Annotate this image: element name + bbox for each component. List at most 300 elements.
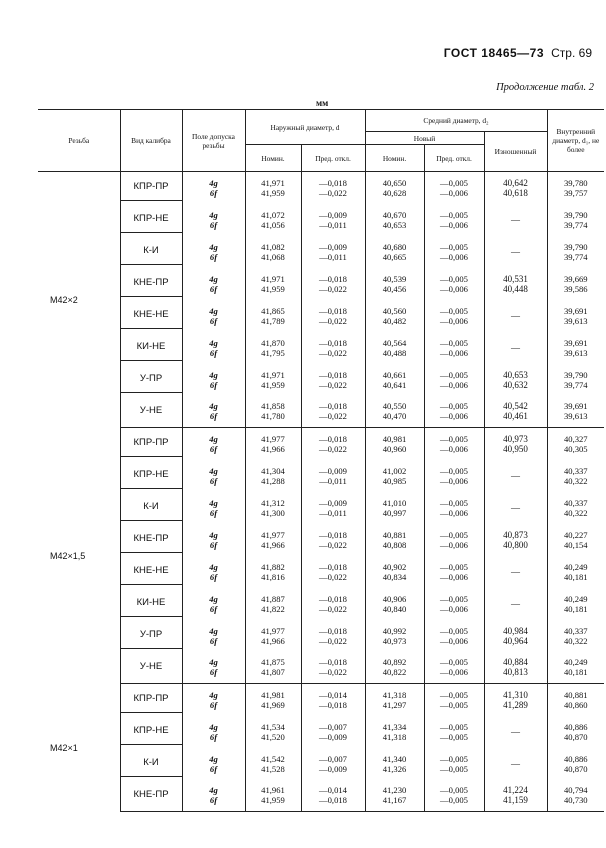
outer-deviation-line2: —0,022 (319, 187, 347, 198)
pitch-nominal-line2: 40,822 (382, 667, 407, 678)
pitch-nominal-line1: 41,340 (382, 753, 407, 764)
pitch-deviation-line1: —0,005 (440, 209, 468, 220)
pitch-nominal-line2: 40,973 (382, 635, 407, 646)
outer-nominal-line1: 41,858 (261, 401, 285, 412)
tolerance-line2: 6f (209, 763, 218, 774)
pitch-nominal-line1: 40,906 (382, 593, 407, 604)
pitch-deviation-line1: —0,005 (440, 721, 468, 732)
gauge-type: КНЕ-ПР (121, 526, 182, 553)
worn-line2: 41,289 (503, 699, 528, 710)
pitch-deviation-line2: —0,005 (440, 731, 468, 742)
outer-nominal-cell (245, 748, 301, 780)
inner-diameter-line2: 39,757 (563, 187, 588, 198)
inner-diameter-cell (547, 620, 604, 652)
outer-deviation-line2: —0,011 (319, 507, 347, 518)
pitch-deviation-line2: —0,006 (440, 411, 468, 422)
tolerance-line2: 6f (209, 443, 218, 454)
outer-deviation-line2: —0,022 (319, 635, 347, 646)
pitch-nominal-line1: 41,230 (382, 785, 407, 796)
col-new: Новый (365, 132, 484, 145)
outer-nominal-line1: 41,971 (261, 369, 285, 380)
tolerance-cell (182, 268, 245, 300)
inner-diameter-line1: 39,780 (563, 177, 588, 188)
tolerance-cell (182, 204, 245, 236)
table-row (38, 780, 604, 812)
tolerance-cell (182, 620, 245, 652)
inner-diameter-line1: 40,337 (563, 497, 588, 508)
worn-line1: 40,973 (503, 433, 528, 444)
pitch-deviation-cell (424, 268, 484, 300)
pitch-nominal-cell (365, 172, 424, 204)
tolerance-line2: 6f (209, 219, 218, 230)
pitch-deviation-cell (424, 204, 484, 236)
table-row (38, 396, 604, 428)
worn-cell (484, 428, 547, 460)
outer-nominal-cell (245, 460, 301, 492)
outer-nominal-line1: 41,971 (261, 177, 285, 188)
pitch-nominal-cell (365, 300, 424, 332)
gauge-type: КПР-НЕ (121, 206, 182, 233)
inner-diameter-cell (547, 652, 604, 684)
outer-deviation-cell (301, 492, 365, 524)
pitch-nominal-cell (365, 204, 424, 236)
gauge-type-cell (120, 204, 182, 236)
outer-deviation-cell (301, 652, 365, 684)
pitch-nominal-cell (365, 236, 424, 268)
worn-line2: 40,448 (503, 283, 528, 294)
worn-cell (484, 556, 547, 588)
col-gauge: Вид калибра (120, 110, 182, 172)
table-row (38, 364, 604, 396)
inner-diameter-line2: 40,322 (563, 635, 588, 646)
pitch-deviation-line2: —0,005 (440, 795, 468, 806)
worn-line2: 40,461 (503, 411, 528, 422)
tolerance-line1: 4g (209, 369, 218, 380)
outer-deviation-cell (301, 620, 365, 652)
worn-cell (484, 268, 547, 300)
inner-diameter-line2: 40,870 (563, 731, 588, 742)
pitch-deviation-line2: —0,006 (440, 443, 468, 454)
inner-diameter-cell (547, 204, 604, 236)
outer-nominal-line1: 41,882 (261, 561, 285, 572)
pitch-deviation-cell (424, 332, 484, 364)
tolerance-cell (182, 652, 245, 684)
gauge-type-cell (120, 364, 182, 396)
table-row (38, 556, 604, 588)
inner-diameter-line2: 40,181 (563, 571, 588, 582)
gauge-type-cell (120, 300, 182, 332)
thread-designation: M42×1 (50, 742, 78, 753)
pitch-deviation-line1: —0,005 (440, 465, 468, 476)
gauge-type-cell (120, 428, 182, 460)
pitch-nominal-cell (365, 332, 424, 364)
inner-diameter-line1: 39,691 (563, 305, 588, 316)
inner-diameter-cell (547, 460, 604, 492)
outer-deviation-cell (301, 300, 365, 332)
gauge-type: У-НЕ (139, 661, 163, 673)
table-row (38, 524, 604, 556)
table-row (38, 172, 604, 204)
worn-cell (484, 172, 547, 204)
inner-diameter-line2: 39,613 (563, 411, 588, 422)
gauge-type-cell (120, 396, 182, 428)
tolerance-line2: 6f (209, 187, 218, 198)
outer-nominal-line1: 41,304 (261, 465, 285, 476)
tolerance-cell (182, 396, 245, 428)
inner-diameter-line1: 39,691 (563, 401, 588, 412)
pitch-deviation-cell (424, 172, 484, 204)
outer-nominal-line2: 41,966 (261, 539, 285, 550)
pitch-nominal-line2: 40,985 (382, 475, 407, 486)
outer-deviation-line2: —0,011 (319, 251, 347, 262)
outer-deviation-line2: —0,018 (319, 699, 347, 710)
pitch-nominal-line1: 40,650 (382, 177, 407, 188)
worn-cell (484, 204, 547, 236)
tolerance-line1: 4g (209, 657, 218, 668)
outer-deviation-line1: —0,018 (319, 625, 347, 636)
tolerance-cell (182, 524, 245, 556)
pitch-deviation-line1: —0,005 (440, 529, 468, 540)
inner-diameter-line1: 39,790 (563, 209, 588, 220)
tolerance-line1: 4g (209, 529, 218, 540)
inner-diameter-line2: 40,860 (563, 699, 588, 710)
tolerance-line1: 4g (209, 465, 218, 476)
outer-nominal-line1: 41,977 (261, 625, 285, 636)
worn-cell (484, 748, 547, 780)
inner-diameter-cell (547, 524, 604, 556)
tolerance-line2: 6f (209, 379, 218, 390)
outer-nominal-line2: 41,816 (261, 571, 285, 582)
pitch-deviation-cell (424, 460, 484, 492)
outer-nominal-line2: 41,795 (261, 347, 285, 358)
tolerance-cell (182, 236, 245, 268)
gauge-type-cell (120, 460, 182, 492)
inner-diameter-cell (547, 236, 604, 268)
outer-deviation-line1: —0,018 (319, 177, 347, 188)
pitch-nominal-line1: 40,550 (382, 401, 407, 412)
tolerance-cell (182, 300, 245, 332)
worn-cell (484, 524, 547, 556)
page-number: Стр. 69 (551, 46, 592, 60)
pitch-nominal-cell (365, 268, 424, 300)
pitch-nominal-line1: 40,981 (382, 433, 407, 444)
tolerance-line1: 4g (209, 433, 218, 444)
gauge-type: КПР-НЕ (121, 718, 182, 745)
pitch-deviation-line2: —0,006 (440, 507, 468, 518)
col-inner-diameter: Внутренний диаметр, d₁, не более (547, 110, 604, 172)
pitch-deviation-line1: —0,005 (440, 561, 468, 572)
pitch-nominal-line1: 40,670 (382, 209, 407, 220)
pitch-deviation-line1: —0,005 (440, 401, 468, 412)
worn-line1: 40,653 (503, 369, 528, 380)
inner-diameter-line2: 39,774 (563, 379, 588, 390)
table-header (38, 110, 604, 172)
tolerance-line1: 4g (209, 689, 218, 700)
pitch-deviation-line1: —0,005 (440, 753, 468, 764)
outer-nominal-cell (245, 268, 301, 300)
gauge-type-cell (120, 588, 182, 620)
pitch-deviation-cell (424, 300, 484, 332)
outer-deviation-line2: —0,011 (319, 475, 347, 486)
col-outer-deviation: Пред. откл. (301, 145, 365, 172)
gauge-type-cell (120, 236, 182, 268)
outer-deviation-line2: —0,022 (319, 379, 347, 390)
tolerance-line2: 6f (209, 667, 218, 678)
tolerance-line2: 6f (209, 699, 218, 710)
worn-line1: 40,984 (503, 625, 528, 636)
outer-deviation-line1: —0,014 (319, 689, 347, 700)
pitch-nominal-line2: 40,488 (382, 347, 407, 358)
inner-diameter-line1: 39,790 (563, 241, 588, 252)
gauge-type: КНЕ-ПР (121, 270, 182, 297)
outer-deviation-line2: —0,022 (319, 283, 347, 294)
outer-deviation-line1: —0,018 (319, 369, 347, 380)
outer-nominal-cell (245, 204, 301, 236)
inner-diameter-line1: 40,794 (563, 785, 588, 796)
table-row (38, 620, 604, 652)
outer-nominal-cell (245, 620, 301, 652)
table-row (38, 428, 604, 460)
outer-deviation-line2: —0,022 (319, 603, 347, 614)
worn-cell (484, 364, 547, 396)
pitch-nominal-line1: 41,334 (382, 721, 407, 732)
worn-line1: 40,531 (503, 273, 528, 284)
tolerance-line1: 4g (209, 241, 218, 252)
table-row (38, 332, 604, 364)
pitch-nominal-line2: 41,167 (382, 795, 407, 806)
outer-nominal-cell (245, 396, 301, 428)
outer-nominal-cell (245, 364, 301, 396)
outer-nominal-line1: 41,312 (261, 497, 285, 508)
outer-nominal-line2: 41,300 (261, 507, 285, 518)
pitch-deviation-line2: —0,006 (440, 379, 468, 390)
worn-line1: — (511, 246, 521, 257)
pitch-nominal-cell (365, 684, 424, 716)
pitch-nominal-line2: 40,665 (382, 251, 407, 262)
inner-diameter-line1: 39,790 (563, 369, 588, 380)
worn-line1: 40,642 (503, 177, 528, 188)
inner-diameter-line1: 39,669 (563, 273, 588, 284)
outer-deviation-line2: —0,009 (319, 731, 347, 742)
tolerance-cell (182, 332, 245, 364)
pitch-deviation-line2: —0,006 (440, 571, 468, 582)
pitch-nominal-line1: 40,539 (382, 273, 407, 284)
pitch-deviation-cell (424, 364, 484, 396)
outer-nominal-line1: 41,971 (261, 273, 285, 284)
worn-cell (484, 460, 547, 492)
pitch-nominal-cell (365, 396, 424, 428)
outer-deviation-cell (301, 396, 365, 428)
pitch-nominal-cell (365, 652, 424, 684)
pitch-nominal-line1: 40,892 (382, 657, 407, 668)
outer-nominal-line2: 41,959 (261, 795, 285, 806)
outer-deviation-line2: —0,022 (319, 443, 347, 454)
inner-diameter-line1: 40,249 (563, 593, 588, 604)
pitch-nominal-cell (365, 428, 424, 460)
outer-nominal-line2: 41,528 (261, 763, 285, 774)
tolerance-line2: 6f (209, 411, 218, 422)
worn-cell (484, 684, 547, 716)
outer-deviation-line1: —0,007 (319, 721, 347, 732)
outer-nominal-line2: 41,807 (261, 667, 285, 678)
pitch-deviation-cell (424, 588, 484, 620)
inner-diameter-line1: 40,249 (563, 657, 588, 668)
pitch-nominal-cell (365, 492, 424, 524)
inner-diameter-cell (547, 492, 604, 524)
outer-nominal-line2: 41,959 (261, 283, 285, 294)
outer-deviation-line2: —0,022 (319, 539, 347, 550)
worn-line1: — (511, 758, 521, 769)
pitch-deviation-cell (424, 396, 484, 428)
gauge-type-cell (120, 652, 182, 684)
tolerance-line1: 4g (209, 305, 218, 316)
pitch-nominal-line1: 40,992 (382, 625, 407, 636)
outer-deviation-line1: —0,018 (319, 657, 347, 668)
pitch-deviation-line1: —0,005 (440, 337, 468, 348)
gauge-type: КНЕ-ПР (133, 789, 169, 801)
inner-diameter-cell (547, 588, 604, 620)
outer-deviation-line2: —0,022 (319, 667, 347, 678)
pitch-nominal-line2: 40,628 (382, 187, 407, 198)
outer-deviation-line1: —0,018 (319, 561, 347, 572)
inner-diameter-line2: 40,322 (563, 507, 588, 518)
pitch-deviation-line2: —0,005 (440, 763, 468, 774)
pitch-nominal-cell (365, 524, 424, 556)
outer-deviation-line1: —0,009 (319, 497, 347, 508)
pitch-deviation-line2: —0,006 (440, 539, 468, 550)
outer-nominal-cell (245, 780, 301, 812)
inner-diameter-line2: 40,870 (563, 763, 588, 774)
tolerance-cell (182, 716, 245, 748)
col-worn: Изношенный (484, 132, 547, 172)
outer-nominal-line2: 41,068 (261, 251, 285, 262)
inner-diameter-line2: 39,613 (563, 347, 588, 358)
pitch-deviation-line2: —0,006 (440, 635, 468, 646)
outer-deviation-line1: —0,018 (319, 593, 347, 604)
outer-nominal-line1: 41,542 (261, 753, 285, 764)
outer-nominal-line2: 41,288 (261, 475, 285, 486)
standard-code: ГОСТ 18465—73 (443, 46, 545, 60)
pitch-deviation-line2: —0,006 (440, 187, 468, 198)
outer-deviation-line1: —0,018 (319, 337, 347, 348)
tolerance-line1: 4g (209, 177, 218, 188)
outer-deviation-line1: —0,009 (319, 209, 347, 220)
tolerance-line1: 4g (209, 401, 218, 412)
outer-nominal-line1: 41,865 (261, 305, 285, 316)
outer-deviation-line1: —0,009 (319, 241, 347, 252)
table-row (38, 204, 604, 236)
worn-line1: — (511, 566, 521, 577)
tolerance-line2: 6f (209, 347, 218, 358)
inner-diameter-line2: 40,305 (563, 443, 588, 454)
outer-deviation-cell (301, 428, 365, 460)
inner-diameter-line1: 40,886 (563, 753, 588, 764)
worn-line1: 40,884 (503, 657, 528, 668)
outer-nominal-line2: 41,966 (261, 443, 285, 454)
gauge-type-cell (120, 716, 182, 748)
pitch-nominal-line2: 41,326 (382, 763, 407, 774)
tolerance-line1: 4g (209, 337, 218, 348)
pitch-nominal-line2: 40,482 (382, 315, 407, 326)
gauge-type: К-И (121, 750, 182, 777)
gauge-type: КИ-НЕ (121, 334, 182, 361)
outer-deviation-cell (301, 460, 365, 492)
gauge-type: КПР-ПР (121, 174, 182, 201)
pitch-deviation-cell (424, 236, 484, 268)
gauge-type: КПР-НЕ (121, 462, 182, 489)
inner-diameter-cell (547, 396, 604, 428)
pitch-nominal-cell (365, 780, 424, 812)
pitch-nominal-cell (365, 556, 424, 588)
worn-cell (484, 396, 547, 428)
worn-line2: 40,632 (503, 379, 528, 390)
inner-diameter-cell (547, 780, 604, 812)
worn-line2: 41,159 (503, 795, 528, 806)
worn-cell (484, 492, 547, 524)
col-pitch-diameter: Средний диаметр, d₂ (365, 110, 547, 132)
outer-nominal-line1: 41,981 (261, 689, 285, 700)
pitch-nominal-line2: 41,318 (382, 731, 407, 742)
col-tolerance: Поле допуска резьбы (182, 110, 245, 172)
outer-deviation-line2: —0,009 (319, 763, 347, 774)
gauge-type-cell (120, 268, 182, 300)
tolerance-line2: 6f (209, 571, 218, 582)
pitch-deviation-line2: —0,006 (440, 475, 468, 486)
inner-diameter-line1: 40,227 (563, 529, 588, 540)
outer-nominal-cell (245, 236, 301, 268)
pitch-deviation-line1: —0,005 (440, 273, 468, 284)
tolerance-cell (182, 460, 245, 492)
outer-nominal-cell (245, 492, 301, 524)
outer-nominal-cell (245, 524, 301, 556)
inner-diameter-cell (547, 428, 604, 460)
outer-deviation-line1: —0,018 (319, 305, 347, 316)
pitch-deviation-line1: —0,005 (440, 689, 468, 700)
tolerance-line1: 4g (209, 497, 218, 508)
tolerance-line1: 4g (209, 753, 218, 764)
pitch-deviation-cell (424, 780, 484, 812)
col-outer-nominal: Номин. (245, 145, 301, 172)
worn-cell (484, 300, 547, 332)
table-row (38, 268, 604, 300)
gauge-type-cell (120, 748, 182, 780)
pitch-nominal-line1: 40,564 (382, 337, 407, 348)
col-pitch-nominal: Номин. (365, 145, 424, 172)
pitch-deviation-line2: —0,006 (440, 251, 468, 262)
outer-deviation-cell (301, 716, 365, 748)
outer-deviation-cell (301, 236, 365, 268)
pitch-nominal-line1: 40,881 (382, 529, 407, 540)
tolerance-line2: 6f (209, 283, 218, 294)
outer-nominal-cell (245, 684, 301, 716)
outer-deviation-cell (301, 556, 365, 588)
inner-diameter-line2: 40,181 (563, 667, 588, 678)
outer-deviation-line2: —0,022 (319, 315, 347, 326)
outer-deviation-cell (301, 332, 365, 364)
pitch-deviation-line2: —0,006 (440, 283, 468, 294)
pitch-deviation-line1: —0,005 (440, 241, 468, 252)
worn-line1: 40,873 (503, 529, 528, 540)
gauge-type-cell (120, 332, 182, 364)
inner-diameter-cell (547, 172, 604, 204)
gauge-type: КНЕ-НЕ (121, 558, 182, 585)
col-outer-diameter: Наружный диаметр, d (245, 110, 365, 145)
table-row (38, 300, 604, 332)
gauge-type: КПР-ПР (121, 430, 182, 457)
pitch-deviation-line2: —0,005 (440, 699, 468, 710)
outer-deviation-line2: —0,018 (319, 795, 347, 806)
worn-line1: — (511, 310, 521, 321)
